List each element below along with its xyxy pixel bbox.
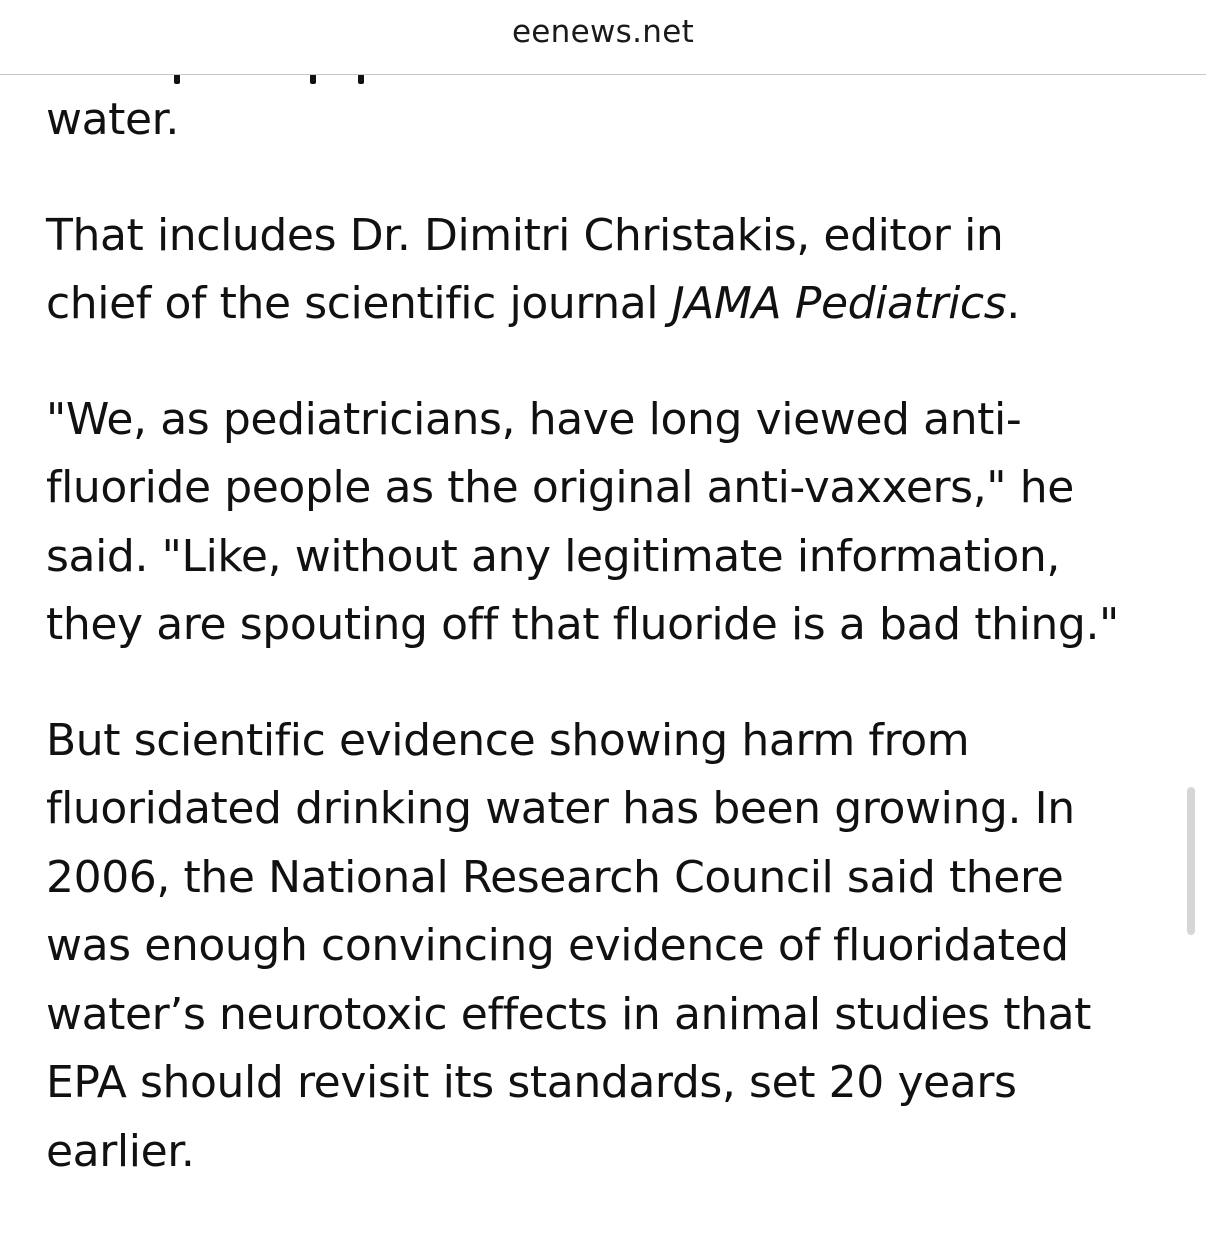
paragraph [46,707,1166,1187]
text-segment: . [1006,278,1020,329]
paragraph [46,202,1166,339]
journal-title: JAMA Pediatrics [671,278,1007,329]
text-line [46,270,1166,339]
text-line: water. [46,94,179,145]
text-line: 2006, the National Research Council said there [46,851,1064,903]
text-line: fluoridated drinking water has been growing. In [46,783,1075,834]
text-line: said. "Like, without any legitimate information, [46,530,1061,582]
article-body [46,86,1166,1233]
text-line: But scientific evidence showing harm from [46,714,970,766]
address-bar[interactable] [0,0,1206,75]
clipped-glyph [310,74,316,84]
text-line: earlier. [46,1125,195,1177]
clipped-glyph [358,74,364,84]
text-segment: chief of the scientific journal [46,278,672,329]
text-line: they are spouting off that fluoride is a bad thing." [46,599,1119,650]
text-line: was enough convincing evidence of fluoridated [46,920,1069,971]
text-line: water’s neurotoxic effects in animal studies that [46,988,1092,1040]
url-label: eenews.net [511,14,695,50]
paragraph [46,86,1166,155]
text-line: That includes Dr. Dimitri Christakis, editor in [46,209,1004,261]
paragraph [46,386,1166,660]
clipped-glyph [174,74,180,84]
text-line: "We, as pediatricians, have long viewed anti- [46,393,1022,445]
scrollbar-thumb[interactable] [1187,787,1195,935]
text-line: fluoride people as the original anti-vaxxers," he [46,462,1074,513]
text-line: EPA should revisit its standards, set 20 years [46,1057,1017,1108]
